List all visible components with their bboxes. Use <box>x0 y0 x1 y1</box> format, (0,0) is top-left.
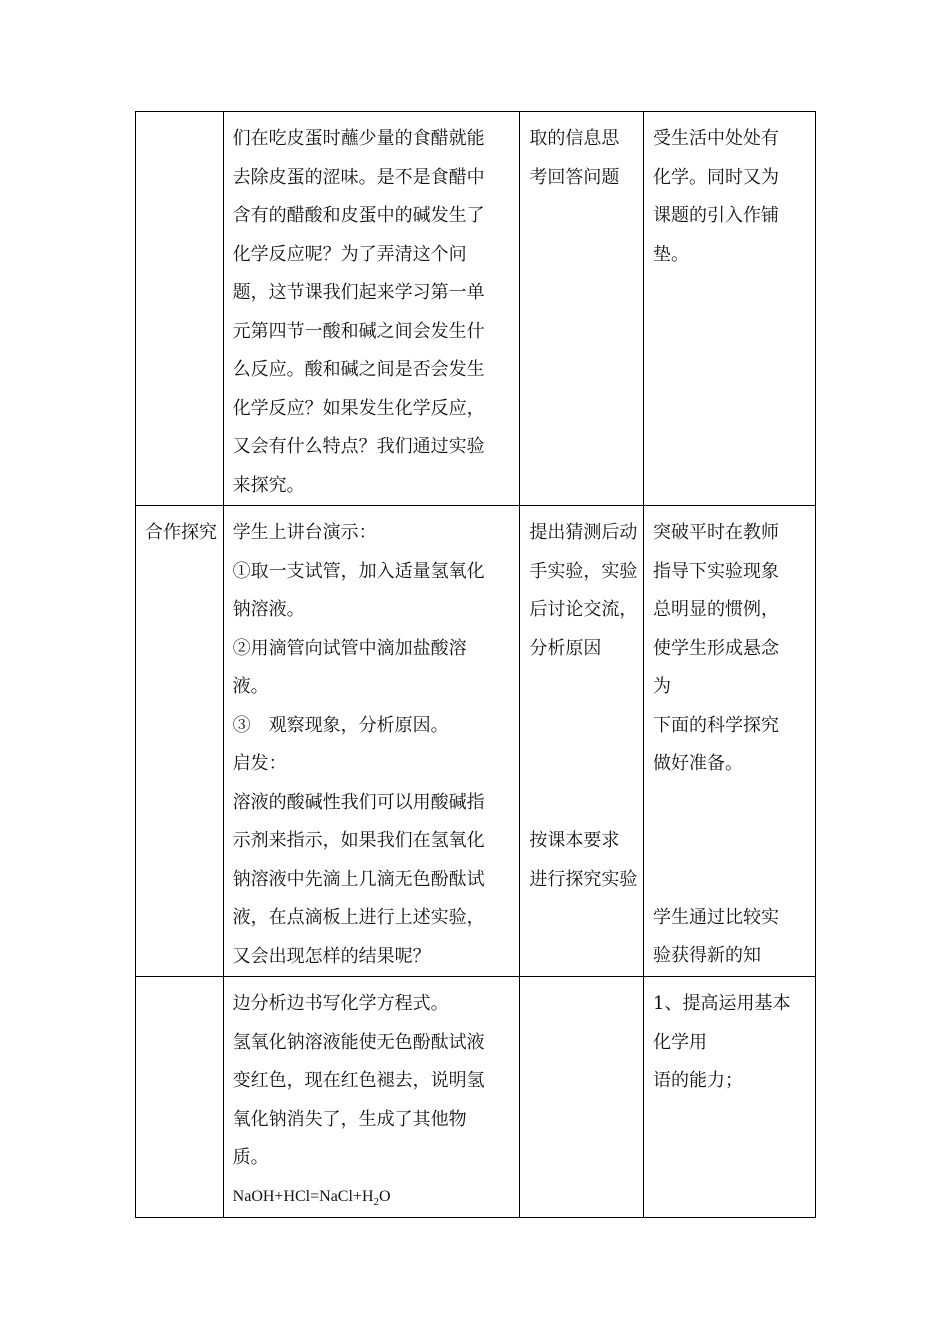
text-line: 化学。同时又为 <box>653 166 779 188</box>
text-line: 钠溶液。 <box>232 599 305 620</box>
student-activity-cell <box>520 506 644 977</box>
stage-cell <box>136 112 224 506</box>
design-intent-cell <box>644 506 816 977</box>
text-line: ①取一支试管，加入适量氢氧化 <box>232 560 485 582</box>
text-line: 溶液的酸碱性我们可以用酸碱指 <box>232 791 485 813</box>
spacer <box>653 784 807 899</box>
design-intent-cell <box>644 977 816 1218</box>
text-line: 做好准备。 <box>653 753 743 774</box>
text-line: ③ 观察现象，分析原因。 <box>232 714 449 736</box>
text-line: 化学反应？如果发生化学反应， <box>232 397 485 419</box>
text-line: 取的信息思 <box>529 128 620 149</box>
lesson-plan-table <box>135 111 816 1218</box>
chemical-equation: $NaOH+HCl=NaCl+H_2O$ <box>232 1187 391 1208</box>
teacher-activity-cell <box>223 506 520 977</box>
text-line: 提出猜测后动 <box>529 522 638 543</box>
text-line: 为 <box>653 676 671 697</box>
text-line: 含有的醋酸和皮蛋中的碱发生了 <box>232 205 485 226</box>
text-line: 考回答问题 <box>529 166 620 188</box>
student-activity-cell <box>520 112 644 506</box>
text-line: 1、提高运用基本 <box>653 993 791 1014</box>
teacher-activity-cell <box>223 112 520 506</box>
spacer <box>529 668 635 822</box>
text-line: 题，这节课我们起来学习第一单 <box>232 282 485 303</box>
stage-cell <box>136 506 224 977</box>
stage-label: 合作探究 <box>145 522 217 543</box>
text-line: 化学反应呢？为了弄清这个问 <box>232 243 467 265</box>
text-line: 液。 <box>232 676 269 697</box>
text-line: 去除皮蛋的涩味。是不是食醋中 <box>232 166 485 188</box>
table-row <box>136 977 816 1218</box>
text-line: 来探究。 <box>232 474 305 496</box>
text-line: 又会出现怎样的结果呢？ <box>232 945 431 967</box>
text-line: 使学生形成悬念 <box>653 637 779 659</box>
table-row <box>136 112 816 506</box>
text-line: 液，在点滴板上进行上述实验， <box>232 907 485 928</box>
text-line: 变红色，现在红色褪去，说明氢 <box>232 1070 485 1091</box>
text-line: 氧化钠消失了，生成了其他物 <box>232 1108 467 1130</box>
text-line: 又会有什么特点？我们通过实验 <box>232 436 485 457</box>
text-line: 启发： <box>232 753 287 774</box>
text-line: 突破平时在教师 <box>653 522 779 543</box>
text-line: 示剂来指示，如果我们在氢氧化 <box>232 830 485 851</box>
text-line: 们在吃皮蛋时蘸少量的食醋就能 <box>232 128 485 149</box>
text-line: 语的能力； <box>653 1070 743 1091</box>
text-line: 手实验，实验 <box>529 560 638 582</box>
text-line: 受生活中处处有 <box>653 128 779 149</box>
design-intent-cell <box>644 112 816 506</box>
text-line: 学生通过比较实 <box>653 906 779 928</box>
text-line: 进行探究实验 <box>529 868 638 890</box>
text-line: ②用滴管向试管中滴加盐酸溶 <box>232 637 467 659</box>
text-line: 钠溶液中先滴上几滴无色酚酞试 <box>232 868 485 890</box>
text-line: 后讨论交流， <box>529 599 638 620</box>
text-line: 学生上讲台演示： <box>232 522 377 543</box>
text-line: 边分析边书写化学方程式。 <box>232 993 449 1014</box>
text-line: 指导下实验现象 <box>653 560 779 582</box>
text-line: 课题的引入作铺 <box>653 205 779 226</box>
text-line: 化学用 <box>653 1031 707 1053</box>
text-line: 分析原因 <box>529 637 602 659</box>
teacher-activity-cell <box>223 977 520 1218</box>
table-row <box>136 506 816 977</box>
text-line: 下面的科学探究 <box>653 714 779 736</box>
text-line: 垫。 <box>653 243 689 265</box>
text-line: 氢氧化钠溶液能使无色酚酞试液 <box>232 1031 485 1053</box>
stage-cell <box>136 977 224 1218</box>
text-line: 总明显的惯例， <box>653 599 779 620</box>
text-line: 按课本要求 <box>529 830 620 851</box>
text-line: 么反应。酸和碱之间是否会发生 <box>232 359 485 380</box>
text-line: 质。 <box>232 1147 269 1168</box>
text-line: 元第四节一酸和碱之间会发生什 <box>232 320 485 342</box>
text-line: 验获得新的知 <box>653 945 761 966</box>
student-activity-cell <box>520 977 644 1218</box>
